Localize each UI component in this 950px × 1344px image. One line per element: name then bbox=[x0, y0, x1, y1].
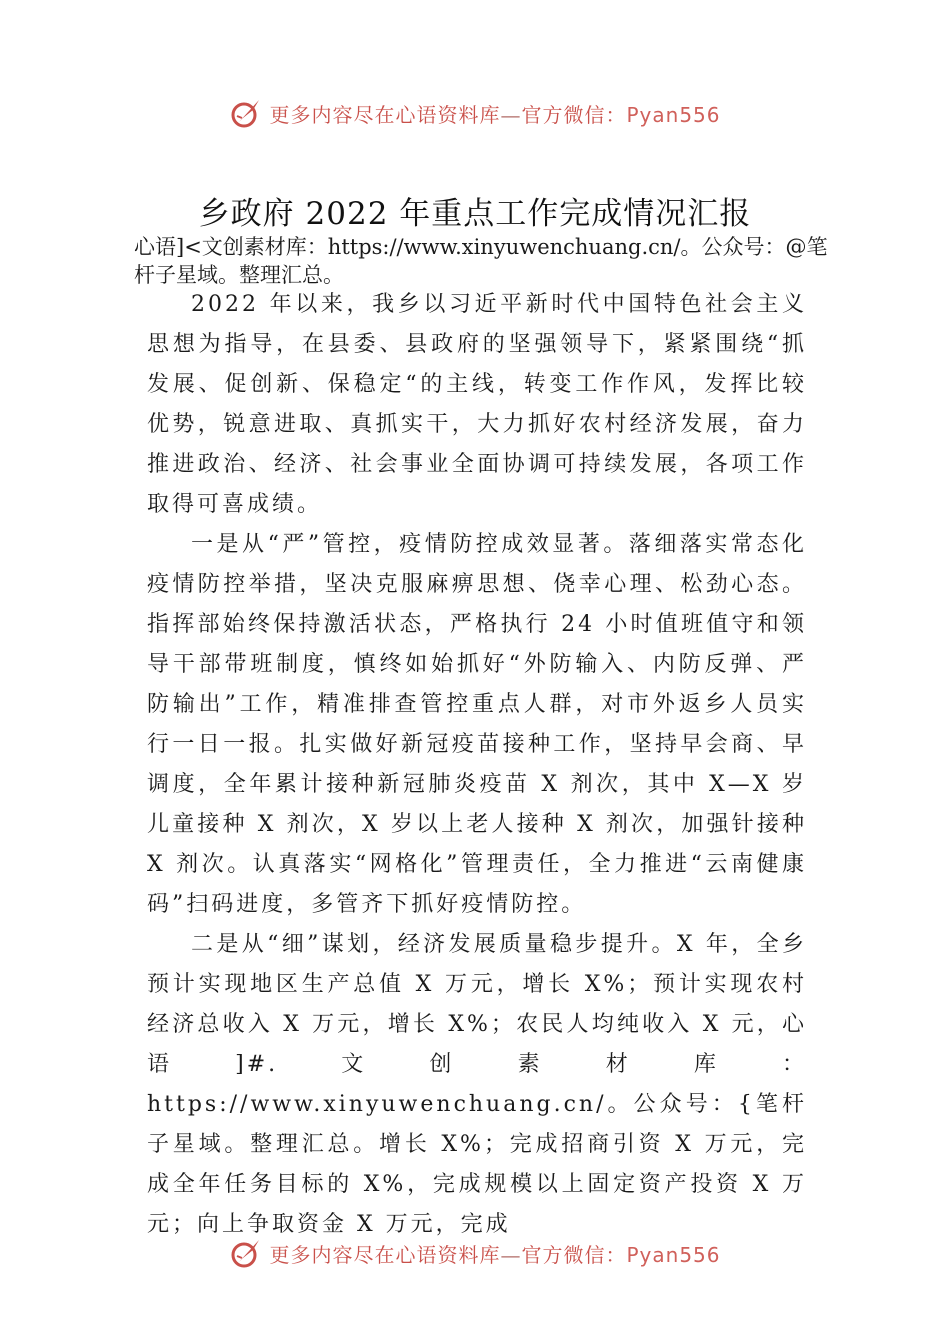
watermark-text bbox=[269, 99, 720, 128]
watermark-text bbox=[269, 1239, 720, 1268]
watermark-wechat-label: 官方微信： bbox=[521, 102, 627, 127]
paragraph-economic-development: 二是从“细”谋划，经济发展质量稳步提升。X 年，全乡预计实现地区生产总值 X 万元，增长 X%；预计实现农村经济总收入 X 万元，增长 X%；农民人均纯收入 X 元，心语]#.文创素材库：https://www.xinyuwenchuang.cn/。公众号：{笔杆子星域。整理汇总。增长 X%；完成招商引资 X 万元，完成全年任务目标的 X%，完成规模以上固定资产投资 X 万元；向上争取资金 X 万元，完成 bbox=[147, 932, 807, 1237]
watermark-wechat-id: Pyan556 bbox=[626, 102, 721, 127]
quill-logo-icon bbox=[229, 96, 263, 130]
watermark-separator: — bbox=[500, 1242, 522, 1267]
source-line: 心语]<文创素材库：https://www.xinyuwenchuang.cn/。公众号：@笔杆子星域。整理汇总。 bbox=[134, 235, 828, 287]
watermark-brand: 更多内容尽在心语资料库 bbox=[269, 1242, 501, 1267]
paragraph-intro: 2022 年以来，我乡以习近平新时代中国特色社会主义思想为指导，在县委、县政府的坚强领导下，紧紧围绕“抓发展、促创新、保稳定“的主线，转变工作作风，发挥比较优势，锐意进取、真抓实干，大力抓好农村经济发展，奋力推进政治、经济、社会事业全面协调可持续发展，各项工作取得可喜成绩。 bbox=[147, 292, 807, 517]
watermark-wechat-label: 官方微信： bbox=[521, 1242, 627, 1267]
quill-logo-icon bbox=[229, 1236, 263, 1270]
watermark-banner-bottom bbox=[0, 1236, 950, 1270]
watermark-separator: — bbox=[500, 102, 522, 127]
document-body bbox=[147, 285, 807, 1245]
paragraph-epidemic-control: 一是从“严”管控，疫情防控成效显著。落细落实常态化疫情防控举措，坚决克服麻痹思想、侥幸心理、松劲心态。指挥部始终保持激活状态，严格执行 24 小时值班值守和领导干部带班制度，慎终如始抓好“外防输入、内防反弹、严防输出”工作，精准排查管控重点人群，对市外返乡人员实行一日一报。扎实做好新冠疫苗接种工作，坚持早会商、早调度，全年累计接种新冠肺炎疫苗 X 剂次，其中 X—X 岁儿童接种 X 剂次，X 岁以上老人接种 X 剂次，加强针接种 X 剂次。认真落实“网格化”管理责任，全力推进“云南健康码”扫码进度，多管齐下抓好疫情防控。 bbox=[147, 532, 807, 917]
document-title: 乡政府 2022 年重点工作完成情况汇报 bbox=[198, 196, 752, 232]
watermark-wechat-id: Pyan556 bbox=[626, 1242, 721, 1267]
watermark-brand: 更多内容尽在心语资料库 bbox=[269, 102, 501, 127]
watermark-banner-top bbox=[0, 96, 950, 130]
